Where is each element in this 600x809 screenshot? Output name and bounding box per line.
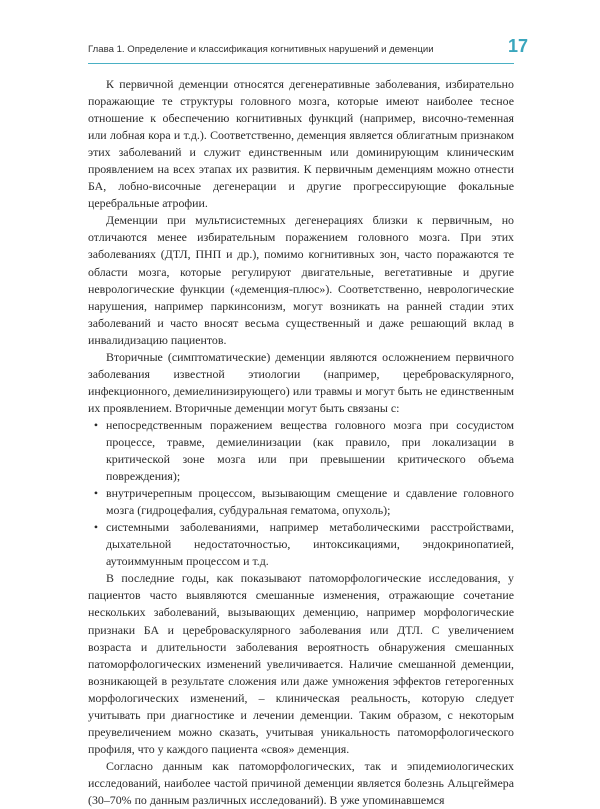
list-item-text: непосредственным поражением вещества головного мозга при сосудистом процессе, травме, демиелинизации (как правило, при локализации в критической зоне мозга или при превышении критического объема повреждения); <box>106 417 514 484</box>
list-item <box>88 417 514 485</box>
list-item-text: системными заболеваниями, например метаболическими расстройствами, дыхательной недостаточностью, интоксикациями, эндокринопатией, аутоиммунным процессом и т.д. <box>106 520 514 569</box>
list-item-text: внутричерепным процессом, вызывающим смещение и сдавление головного мозга (гидроцефалия, субдуральная гематома, опухоль); <box>106 486 514 518</box>
bullet-icon: • <box>93 417 99 432</box>
header-divider <box>88 63 514 64</box>
page-number: 17 <box>507 36 528 56</box>
bullet-icon: • <box>93 486 99 501</box>
paragraph-mixed-dementia: В последние годы, как показывают патоморфологические исследования, у пациентов часто выявляются смешанные изменения, отражающие сочетание нескольких заболеваний, вызывающих деменцию, например морфологические признаки БА и цереброваскулярного заболевания или ДТЛ. С увеличением возраста и длительности заболевания вероятность обнаружения смешанных патоморфологических изменений увеличивается. Наличие смешанной деменции, возникающей в результате сложения или даже умножения эффектов гетерогенных морфологических изменений, – клиническая реальность, которую следует учитывать при диагностике и лечении деменции. Таким образом, с некоторым преувеличением можно сказать, учитывая уникальность патоморфологического профиля, что у каждого пациента «своя» деменция. <box>88 571 514 756</box>
paragraph-alzheimer-prevalence: Согласно данным как патоморфологических, так и эпидемиологических исследований, наиболее частой причиной деменции является болезнь Альцгеймера (30–70% по данным различных исследований). В уже упоминавшемся <box>88 758 514 807</box>
running-header <box>88 36 528 62</box>
list-item <box>88 519 514 570</box>
paragraph-secondary-dementia: Вторичные (симптоматические) деменции являются осложнением первичного заболевания известной этиологии (например, цереброваскулярного, инфекционного, демиелинизирующего) или травмы и могут быть не единственным их проявлением. Вторичные деменции могут быть связаны с: <box>88 349 514 415</box>
bullet-icon: • <box>93 520 99 535</box>
paragraph-multisystem-degenerations: Деменции при мультисистемных дегенерациях близки к первичным, но отличаются менее избирательным поражением головного мозга. При этих заболеваниях (ДТЛ, ПНП и др.), помимо когнитивных зон, часто поражаются те области мозга, которые регулируют двигательные, вегетативные и другие неврологические функции («деменция-плюс»). Соответственно, неврологические нарушения, например паркинсонизм, могут возникать на ранней стадии этих заболеваний и часто вносят весьма существенный и даже решающий вклад в инвалидизацию пациентов. <box>88 213 514 347</box>
body-text <box>88 76 514 809</box>
paragraph-primary-dementia: К первичной деменции относятся дегенеративные заболевания, избирательно поражающие те структуры головного мозга, которые имеют наиболее тесное отношение к обеспечению когнитивных функций (например, височно-теменная или лобная кора и т.д.). Соответственно, деменция является облигатным признаком этих заболеваний и служит единственным или доминирующим клиническим проявлением на всех этапах их развития. К первичным деменциям можно отнести БА, лобно-височные дегенерации и другие прогрессирующие фокальные церебральные атрофии. <box>88 77 514 211</box>
list-item <box>88 485 514 519</box>
causes-list <box>88 417 514 570</box>
chapter-title: Глава 1. Определение и классификация когнитивных нарушений и деменции <box>88 44 434 55</box>
